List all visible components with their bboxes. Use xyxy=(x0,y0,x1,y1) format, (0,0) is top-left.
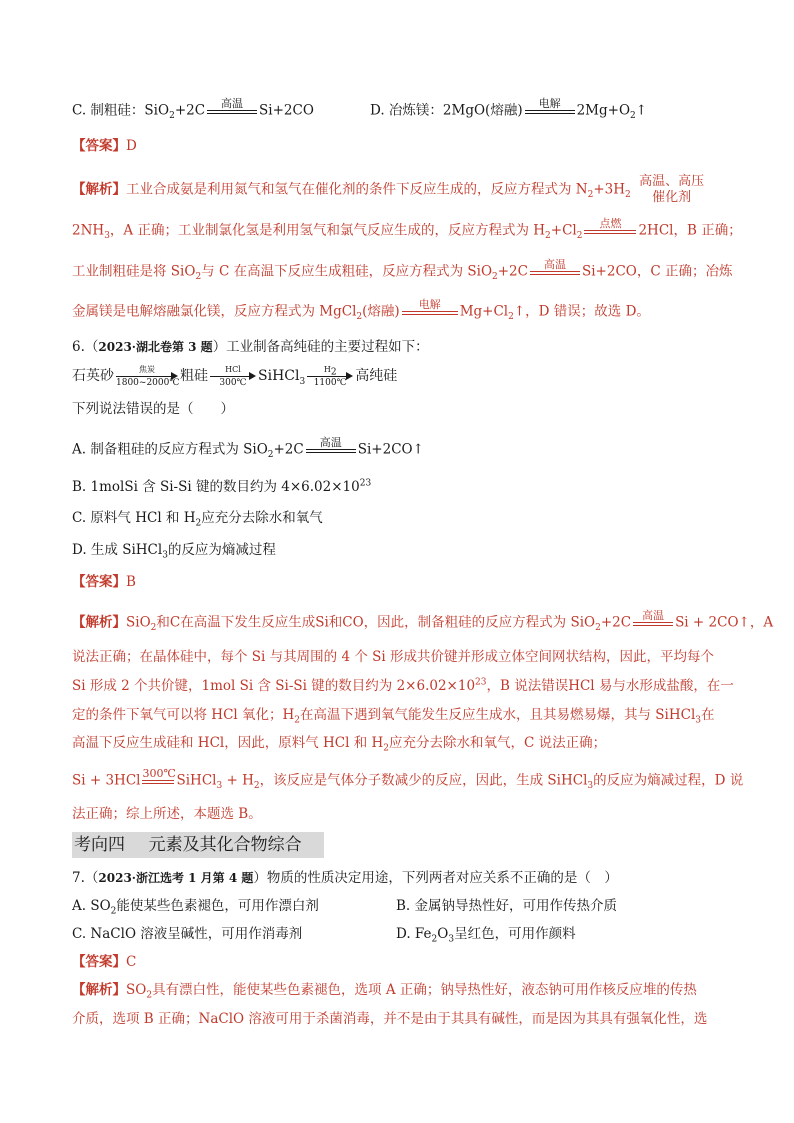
reaction-condition: 电解 xyxy=(402,299,458,325)
q6-stem: 6.（2023·湖北卷第 3 题）工业制备高纯硅的主要过程如下： xyxy=(72,339,429,355)
q7-option-b: B. 金属钠导热性好，可用作传热介质 xyxy=(396,898,618,914)
reaction-condition: 高温、高压 催化剂 xyxy=(639,174,705,205)
q5-option-d: D. 冶炼镁：2MgO(熔融) 电解 $2Mg+O_2↑$ xyxy=(370,98,647,124)
reaction-condition: 高温 xyxy=(530,259,580,285)
flow-arrow: 焦炭 1800~2000℃ xyxy=(116,365,180,388)
section-label: 考向四 xyxy=(74,835,125,855)
q6-analysis-line-6: Si + 3HCl 300℃ SiHCl$_3$ + $H_2$，该反应是气体分子数减少的反应，因此，生成 SiHCl$_3$的反应为熵减过程，D 说 xyxy=(72,768,743,794)
flow-arrow: $H_2$ 1100℃ xyxy=(307,364,353,388)
q6-answer: 【答案】B xyxy=(72,574,136,590)
q6-analysis-line-5: 高温下反应生成硅和 HCl，因此，原料气 HCl 和 $H_2$应充分去除水和氧气，C 说法正确； xyxy=(72,735,607,754)
section-header xyxy=(72,832,324,858)
reaction-condition: 300℃ xyxy=(142,768,174,794)
q7-option-c: C. NaClO 溶液呈碱性，可用作消毒剂 xyxy=(72,926,303,942)
q6-option-a: A. 制备粗硅的反应方程式为 SiO$_2$+2C 高温 Si+2CO↑ xyxy=(72,437,424,463)
q7-analysis-line-1: 【解析】$SO_2$具有漂白性，能使某些色素褪色，选项 A 正确；钠导热性好，液态钠可用作核反应堆的传热 xyxy=(72,982,697,1001)
q6-process-flow: 石英砂 焦炭 1800~2000℃ 粗硅 HCl 300℃ SiHCl$_3$ $H_2$ 1100℃ 高纯硅 xyxy=(72,365,398,388)
q6-analysis-line-3: Si 形成 2 个共价键，1mol Si 含 Si-Si 键的数目约为 $2\times 6.02\times 10^{23}$，B 说法错误HCl 易与水形成盐酸，在一 xyxy=(72,677,734,694)
q6-option-b: B. 1molSi 含 Si-Si 键的数目约为 $4\times 6.02\times 10^{23}$ xyxy=(72,478,372,495)
q5-option-c: C. 制粗硅：SiO$_2$+2C 高温 Si+2CO xyxy=(72,98,314,124)
reaction-condition: 电解 xyxy=(525,98,575,124)
q6-analysis-line-7: 法正确；综上所述，本题选 B。 xyxy=(72,806,262,822)
q7-stem: 7.（2023·浙江选考 1 月第 4 题）物质的性质决定用途，下列两者对应关系不正确的是（ ） xyxy=(72,870,618,886)
reaction-condition: 高温 xyxy=(633,610,673,636)
q7-option-d: D. $Fe_2O_3$呈红色，可用作颜料 xyxy=(396,926,576,945)
reaction-condition: 高温 xyxy=(306,437,356,463)
reaction-condition: 点燃 xyxy=(584,218,636,244)
q7-answer: 【答案】C xyxy=(72,954,137,970)
q6-analysis-line-2: 说法正确；在晶体硅中，每个 Si 与其周围的 4 个 Si 形成共价键并形成立体空间网状结构，因此，平均每个 xyxy=(72,649,714,665)
flow-arrow: HCl 300℃ xyxy=(210,364,256,388)
reaction-condition: 高温 xyxy=(207,98,257,124)
q7-analysis-line-2: 介质，选项 B 正确；NaClO 溶液可用于杀菌消毒，并不是由于其具有碱性，而是因为其具有强氧化性，选 xyxy=(72,1011,708,1027)
q7-option-a: A. $SO_2$能使某些色素褪色，可用作漂白剂 xyxy=(72,898,319,917)
q5-analysis-line-2: $2NH_3$，A 正确；工业制氯化氢是利用氢气和氯气反应生成的，反应方程式为 $H_2+Cl_2$ 点燃 2HCl，B 正确； xyxy=(72,218,742,244)
q6-option-d: D. 生成 SiHCl$_3$的反应为熵减过程 xyxy=(72,542,276,561)
q6-analysis-line-1: 【解析】SiO$_2$和C在高温下发生反应生成Si和CO，因此，制备粗硅的反应方程式为 SiO$_2$+2C 高温 Si + 2CO↑，A xyxy=(72,610,773,636)
q5-analysis-line-3: 工业制粗硅是将 SiO$_2$与 C 在高温下反应生成粗硅，反应方程式为 SiO$_2$+2C 高温 Si+2CO，C 正确；冶炼 xyxy=(72,259,732,285)
q5-analysis-line-4: 金属镁是电解熔融氯化镁，反应方程式为 MgCl$_2$(熔融) 电解 $Mg+Cl_2↑$，D 错误；故选 D。 xyxy=(72,299,650,325)
q6-analysis-line-4: 定的条件下氧气可以将 HCl 氧化；$H_2$在高温下遇到氧气能发生反应生成水，且其易燃易爆，其与 SiHCl$_3$在 xyxy=(72,707,715,726)
q5-answer: 【答案】D xyxy=(72,138,137,154)
q6-question: 下列说法错误的是（ ） xyxy=(72,401,234,417)
section-title: 元素及其化合物综合 xyxy=(148,835,302,855)
q5-analysis-line-1: 【解析】工业合成氨是利用氮气和氢气在催化剂的条件下反应生成的，反应方程式为 $N_2+3H_2$ 高温、高压 催化剂 xyxy=(72,174,705,205)
q6-option-c: C. 原料气 HCl 和 $H_2$应充分去除水和氧气 xyxy=(72,510,323,529)
